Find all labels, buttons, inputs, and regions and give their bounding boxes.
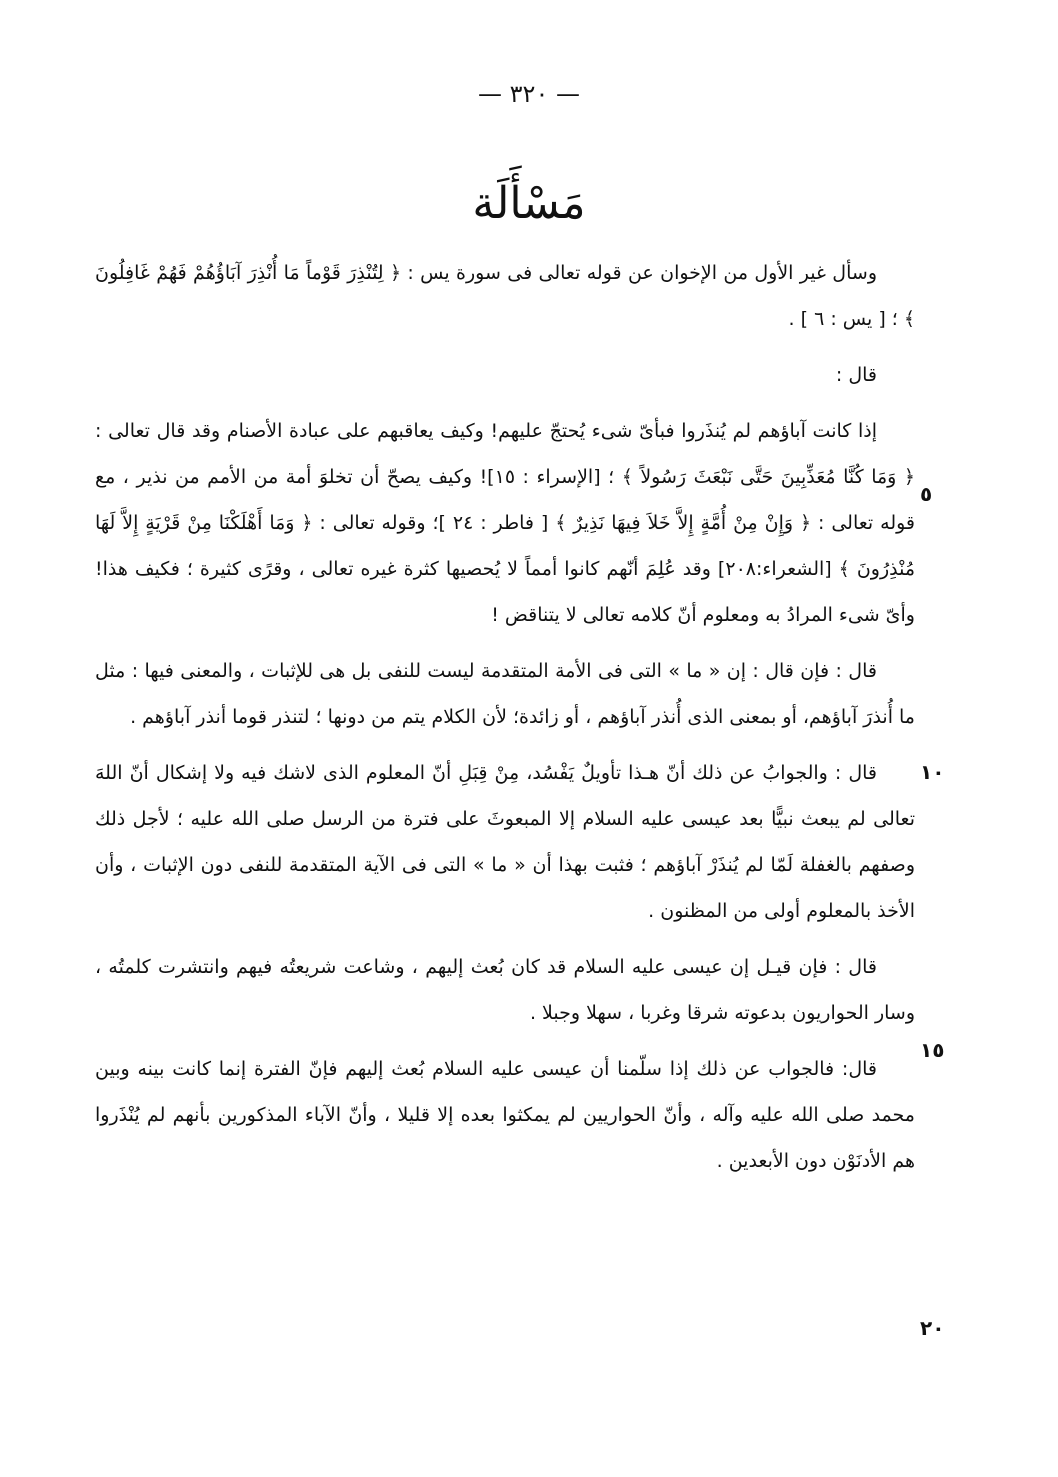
body-text	[95, 250, 915, 1194]
paragraph-second-answer: قال: فالجواب عن ذلك إذا سلّمنا أن عيسى عليه السلام بُعث إليهم فإنّ الفترة إنما كانت بينه وبين محمد صلى الله عليه وآله ، وأنّ الحواريين لم يمكثوا بعده إلا قليلا ، وأنّ الآباء المذكورين بأنهم لم يُنْذَروا هم الأدنَوْن دون الأبعدين .	[95, 1058, 915, 1172]
section-title: مَسْأَلَة	[472, 178, 586, 229]
paragraph-objection: إذا كانت آباؤهم لم يُنذَروا فبأىّ شىء يُحتجّ عليهم! وكيف يعاقبهم على عبادة الأصنام وقد قال تعالى : ﴿ وَمَا كُنَّا مُعَذِّبِينَ حَتَّى نَبْعَثَ رَسُولاً ﴾ ؛ [الإسراء : ١٥]! وكيف يصحّ أن تخلوَ أمة من الأمم من نذير ، مع قوله تعالى : ﴿ وَإِنْ مِنْ أُمَّةٍ إِلاَّ خَلاَ فِيهَا نَذِيرٌ ﴾ [ فاطر : ٢٤ ]؛ وقوله تعالى : ﴿ وَمَا أَهْلَكْنَا مِنْ قَرْيَةٍ إِلاَّ لَهَا مُنْذِرُونَ ﴾ [الشعراء:٢٠٨] وقد عُلِمَ أنّهم كانوا أمماً لا يُحصيها كثرة غيره تعالى ، وقرًى كثيرة ؛ فكيف هذا! وأىّ شىء المرادُ به ومعلوم أنّ كلامه تعالى لا يتناقض !	[95, 420, 916, 626]
paragraph-interpretation: قال : فإن قال : إن « ما » التى فى الأمة المتقدمة ليست للنفى بل هى للإثبات ، والمعنى فيها : مثل ما أُنذرَ آباؤهم، أو بمعنى الذى أُنذر آباؤهم ، أو زائدة؛ لأن الكلام يتم من دونها ؛ لتنذر قوما أنذر آباؤهم .	[95, 660, 915, 728]
paragraph-second-objection: قال : فإن قيـل إن عيسى عليه السلام قد كان بُعث إليهم ، وشاعت شريعتُه فيهم وانتشرت كلمتُه ، وسار الحواريون بدعوته شرقا وغربا ، سهلا وجبلا .	[95, 956, 915, 1024]
paragraph-answer: قال : والجوابُ عن ذلك أنّ هـذا تأويلٌ يَفْسُد، مِنْ قِبَلِ أنّ المعلوم الذى لاشك فيه ولا إشكال أنّ اللهَ تعالى لم يبعث نبيًّا بعد عيسى عليه السلام إلا المبعوثَ على فترة من الرسل صلى الله عليه ؛ لأجل ذلك وصفهم بالغفلة لَمّا لم يُنذَرْ آباؤهم ؛ فثبت بهذا أن « ما » التى فى الآية المتقدمة للنفى دون الإثبات ، وأن الأخذ بالمعلوم أولى من المظنون .	[95, 762, 915, 922]
line-number-5: ٥	[920, 482, 933, 506]
paragraph-question: وسأل غير الأول من الإخوان عن قوله تعالى فى سورة يس : ﴿ لِتُنْذِرَ قَوْماً مَا أُنْذِرَ آبَاؤُهُمْ فَهُمْ غَافِلُونَ ﴾ ؛ [ يس : ٦ ] .	[95, 262, 915, 330]
line-number-10: ١٠	[920, 760, 945, 784]
line-number-20: ٢٠	[920, 1316, 945, 1340]
line-number-15: ١٥	[920, 1038, 945, 1062]
page-number: — ٣٢٠ —	[478, 80, 580, 108]
paragraph-qala: قال :	[835, 364, 877, 386]
